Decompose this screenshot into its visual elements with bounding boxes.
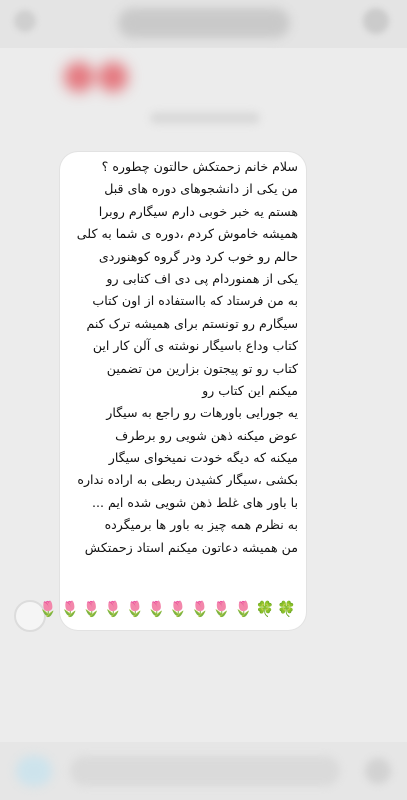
tulip-icon: 🌷: [168, 600, 188, 618]
message-line: حالم رو خوب کرد ودر گروه کوهنوردی: [98, 248, 298, 264]
microphone-icon[interactable]: [365, 758, 391, 784]
message-line: بکشی ،سیگار کشیدن ربطی به اراده نداره: [77, 472, 298, 488]
message-line: یه جورایی باورهات رو راجع به سیگار: [106, 405, 298, 421]
message-composer: [0, 742, 407, 800]
message-line: کتاب رو تو پیجتون بزارین من تضمین: [106, 360, 298, 376]
message-line: یکی از همنوردام پی دی اف کتابی رو: [106, 270, 298, 286]
menu-icon[interactable]: [363, 8, 389, 34]
back-icon[interactable]: [14, 10, 36, 32]
message-line: من یکی از دانشجوهای دوره های قبل: [104, 181, 298, 197]
tulip-icon: 🌷: [190, 600, 210, 618]
message-line: میکنه که دیگه خودت نمیخوای سیگار: [108, 450, 298, 466]
four-leaf-clover-icon: 🍀: [277, 600, 296, 618]
message-line: با باور های غلط ذهن شویی شده ایم ...: [92, 494, 298, 510]
send-icon[interactable]: [16, 756, 52, 786]
message-line: سلام خانم زحمتکش حالتون چطوره ؟: [101, 159, 298, 174]
message-line: هستم یه خبر خوبی دارم سیگارم روبرا: [98, 203, 298, 219]
tulip-icon: 🌷: [82, 600, 101, 618]
redacted-reaction: [64, 58, 134, 98]
message-line: به نظرم همه چیز به باور ها برمیگرده: [104, 517, 298, 533]
message-line: به من فرستاد که بااستفاده از اون کتاب: [92, 293, 298, 309]
tulip-icon: 🌷: [212, 600, 231, 618]
tulip-icon: 🌷: [103, 600, 123, 618]
four-leaf-clover-icon: 🍀: [255, 600, 275, 618]
contact-name-redacted[interactable]: [118, 8, 290, 38]
message-line: همیشه خاموش کردم ،دوره ی شما به کلی: [76, 226, 298, 242]
tulip-icon: 🌷: [125, 600, 145, 618]
message-line: کتاب وداع باسیگار نوشته ی آلن کار این: [92, 338, 298, 354]
tulip-icon: 🌷: [38, 600, 58, 618]
message-input[interactable]: [70, 756, 340, 786]
message-text: [72, 156, 298, 559]
tulip-icon: 🌷: [60, 600, 80, 618]
message-line: میکنم این کتاب رو: [202, 382, 298, 398]
redacted-timestamp: [150, 112, 260, 124]
message-line: عوض میکنه ذهن شویی رو برطرف: [115, 427, 298, 443]
tulip-icon: 🌷: [147, 600, 166, 618]
chat-header: [0, 0, 407, 48]
message-line: سیگارم رو تونستم برای همیشه ترک کنم: [86, 315, 298, 331]
emoji-row: [38, 596, 296, 622]
message-line: من همیشه دعاتون میکنم استاد زحمتکش: [84, 539, 298, 555]
tulip-icon: 🌷: [233, 600, 253, 618]
